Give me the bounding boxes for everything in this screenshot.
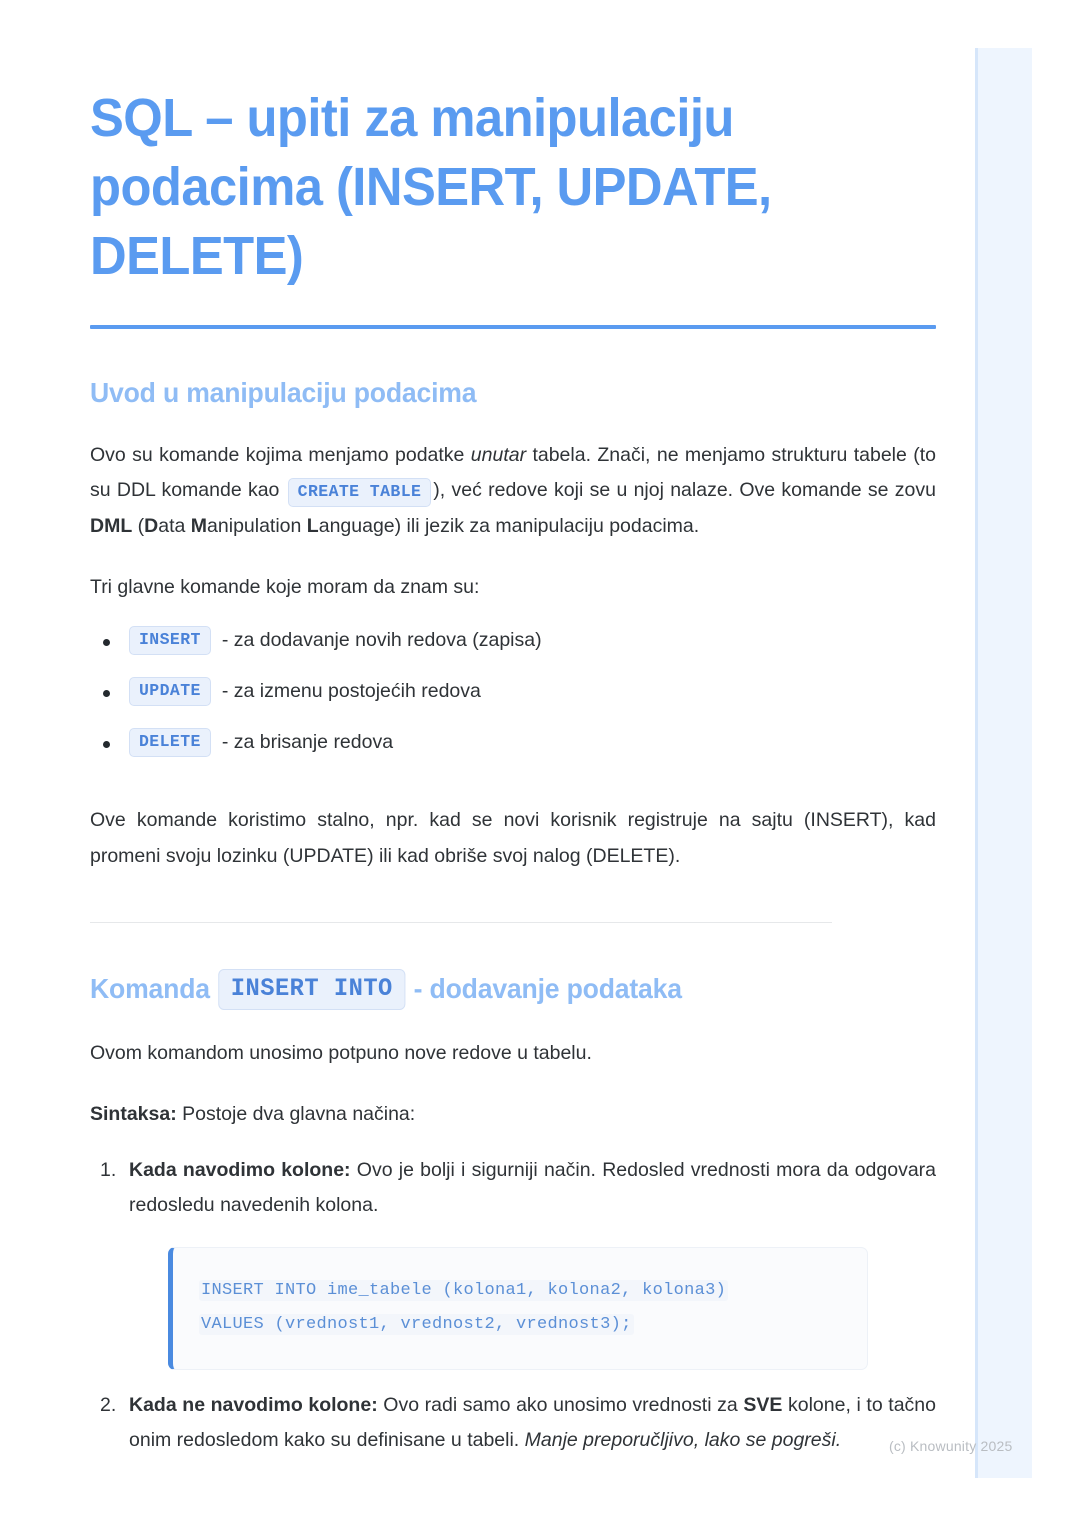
intro-p1-l-letter: L — [306, 514, 319, 537]
bullet-description-insert: - za dodavanje novih redova (zapisa) — [221, 628, 542, 651]
intro-p1-part-a: Ovo su komande kojima menjamo podatke — [90, 443, 471, 466]
syntax-line — [90, 1071, 936, 1132]
intro-p1-part-b: tabela. Znači, ne menjamo strukturu tabele (to su DDL komande kao — [90, 443, 936, 502]
intro-p1-d-letter: D — [144, 514, 159, 537]
intro-p1-emphasis: unutar — [470, 443, 527, 466]
intro-p1-data-word: ata — [158, 514, 191, 537]
list-item — [90, 675, 936, 708]
list-item — [90, 726, 936, 759]
intro-p1-manipulation-word: anipulation — [207, 514, 307, 537]
right-edge-strip — [975, 48, 1032, 1478]
code-line-2 — [199, 1308, 845, 1341]
list-item — [90, 1388, 936, 1459]
section-heading-uvod: Uvod u manipulaciju podacima — [90, 377, 477, 409]
intro-p1-m-letter: M — [190, 514, 208, 537]
insert-heading-suffix: - dodavanje podataka — [413, 973, 682, 1005]
code-line-1-text: INSERT INTO ime_tabele (kolona1, kolona2, kolona3) — [201, 1281, 727, 1301]
code-line-1 — [199, 1274, 845, 1307]
ordered-item-1-rest: Ovo je bolji i sigurniji način. Redosled vrednosti mora da odgovara redosledu navedenih kolona. — [129, 1158, 937, 1216]
command-bullet-list — [90, 606, 936, 759]
bullet-description-delete: - za brisanje redova — [221, 730, 394, 753]
ordered-item-2-rest-b: kolone, i to tačno onim redosledom kako su definisane u tabeli. — [129, 1393, 936, 1452]
code-chip-update: UPDATE — [129, 677, 211, 706]
intro-paragraph-3: Ove komande koristimo stalno, npr. kad se novi korisnik registruje na sajtu (INSERT), kad promeni svoju lozinku (UPDATE) ili kad obriše svoj nalog (DELETE). — [90, 809, 936, 867]
syntax-label: Sintaksa: — [90, 1103, 177, 1126]
copyright-watermark: (c) Knowunity 2025 — [889, 1438, 1013, 1454]
code-chip-insert-into: INSERT INTO — [218, 969, 405, 1010]
intro-paragraph-2: Tri glavne komande koje moram da znam su: — [90, 576, 480, 599]
intro-p1-part-c: ), već redove koji se u njoj nalaze. Ove komande se zovu — [433, 479, 936, 502]
ordered-item-2-emphasis: Manje preporučljivo, lako se pogreši. — [524, 1429, 842, 1452]
page-title: SQL – upiti za manipulaciju podacima (INSERT, UPDATE, DELETE) — [90, 88, 772, 287]
section-heading-insert-into — [90, 923, 894, 1010]
intro-paragraph-1 — [90, 412, 936, 544]
insert-heading-prefix: Komanda — [90, 973, 210, 1005]
document-content-column — [90, 0, 936, 1465]
intro-p1-language-word: anguage) ili jezik za manipulaciju podacima. — [318, 514, 700, 537]
code-line-2-text: VALUES (vrednost1, vrednost2, vrednost3); — [201, 1314, 632, 1334]
syntax-rest: Postoje dva glavna načina: — [176, 1103, 416, 1126]
ordered-item-2-rest-a: Ovo radi samo ako unosimo vrednosti za — [377, 1393, 744, 1416]
ordered-item-1-bold: Kada navodimo kolone: — [129, 1158, 351, 1181]
intro-p1-strong-dml: DML — [90, 514, 133, 537]
intro-p1-part-d: ( — [132, 514, 145, 537]
list-item — [90, 1153, 936, 1370]
syntax-ordered-list — [90, 1133, 936, 1459]
code-block-insert-into — [168, 1247, 868, 1369]
ordered-item-2-bold: Kada ne navodimo kolone: — [129, 1393, 378, 1416]
insert-paragraph-1: Ovom komandom unosimo potpuno nove redove u tabelu. — [90, 1041, 592, 1064]
code-chip-insert: INSERT — [129, 626, 211, 655]
code-chip-create-table: CREATE TABLE — [288, 478, 432, 507]
bullet-description-update: - za izmenu postojećih redova — [221, 679, 481, 702]
ordered-item-2-strong-sve: SVE — [743, 1393, 783, 1416]
list-item — [90, 624, 936, 657]
code-chip-delete: DELETE — [129, 728, 211, 757]
